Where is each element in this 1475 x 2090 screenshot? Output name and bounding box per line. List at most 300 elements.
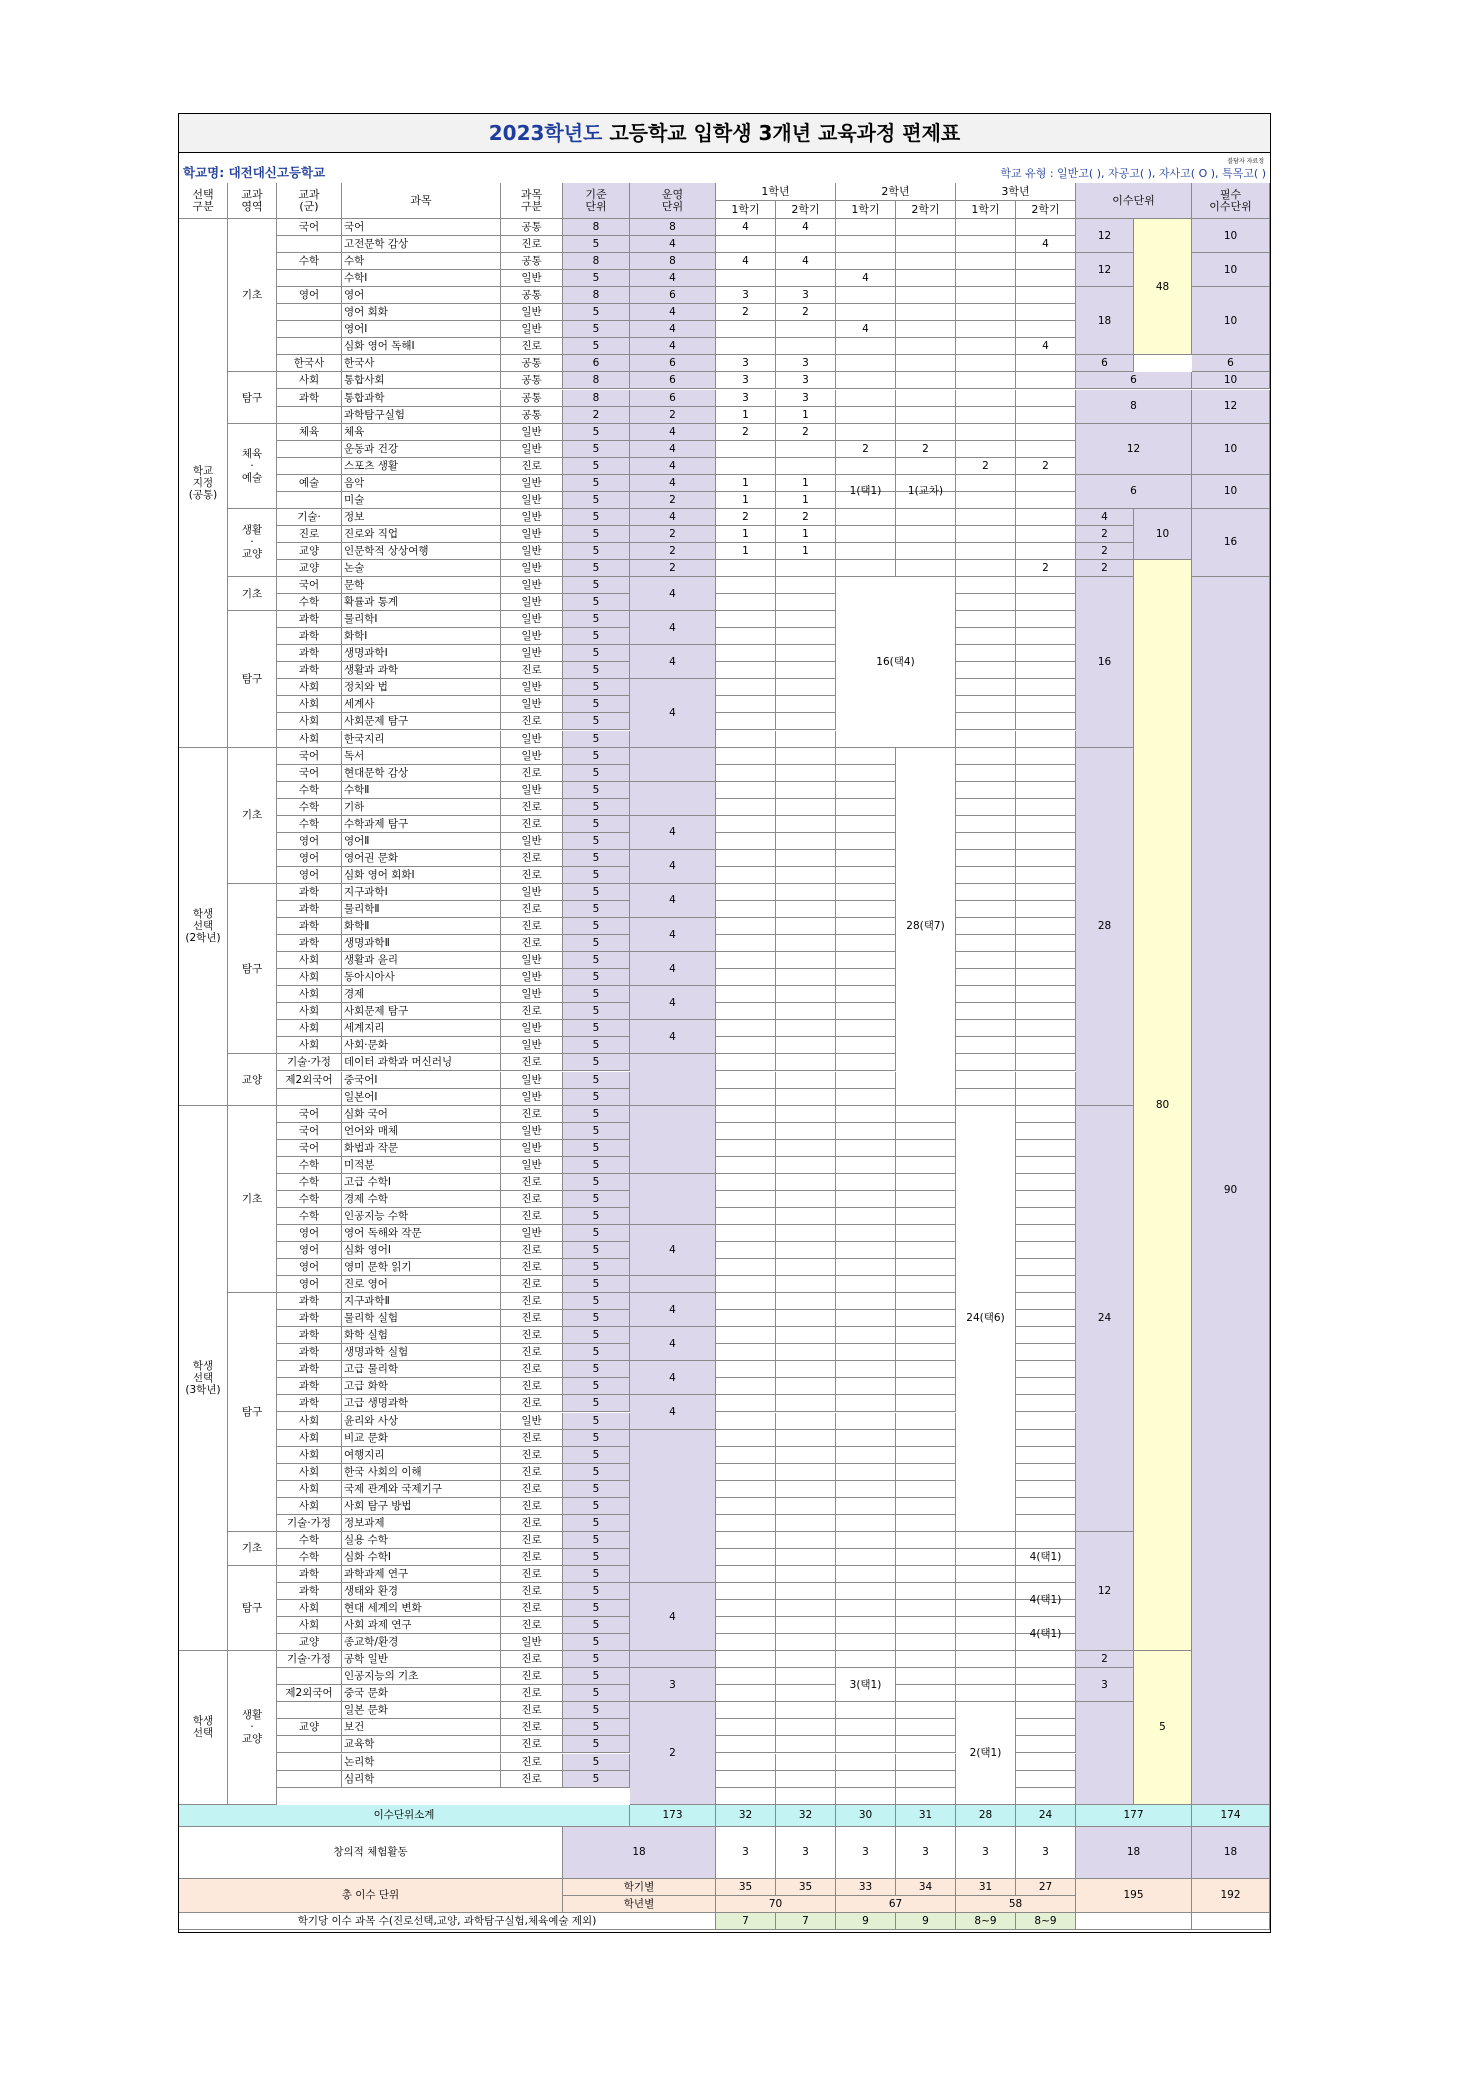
row-sem	[836, 1123, 896, 1140]
row-sem	[1016, 1464, 1076, 1481]
row-group: 사회	[277, 1413, 342, 1430]
row-sem	[836, 901, 896, 918]
row-sem	[836, 1003, 896, 1020]
row-sem	[836, 1464, 896, 1481]
grand-sem: 35	[716, 1879, 776, 1896]
row-sem: 2	[776, 509, 836, 526]
count-sem: 8~9	[1016, 1913, 1076, 1930]
row-group: 영어	[277, 1259, 342, 1276]
row-subject: 정보과제	[342, 1515, 501, 1532]
row-sem	[1016, 986, 1076, 1003]
row-group: 수학	[277, 799, 342, 816]
row-subject: 현대문학 감상	[342, 765, 501, 782]
row-group: 영어	[277, 867, 342, 884]
row-op: 4	[630, 509, 716, 526]
row-base: 5	[563, 782, 630, 799]
credits-total: 48	[1134, 219, 1192, 355]
row-sem	[776, 1685, 836, 1702]
row-sem	[836, 1259, 896, 1276]
row-group	[277, 321, 342, 338]
row-sem	[896, 1549, 956, 1566]
row-op-group: 4	[630, 884, 716, 918]
row-sem	[896, 1242, 956, 1259]
row-kind: 일반	[501, 1037, 563, 1054]
row-group: 한국사	[277, 355, 342, 372]
row-sem	[836, 1293, 896, 1310]
row-sem	[776, 1106, 836, 1123]
row-kind: 일반	[501, 543, 563, 560]
row-sem	[896, 372, 956, 389]
row-sem	[776, 1651, 836, 1668]
field-inquiry: 탐구	[228, 372, 277, 423]
row-kind: 일반	[501, 492, 563, 509]
row-sem	[896, 1498, 956, 1515]
activity-op: 18	[563, 1827, 716, 1879]
row-sem	[1016, 662, 1076, 679]
row-group: 교양	[277, 543, 342, 560]
row-subject: 인공지능 수학	[342, 1208, 501, 1225]
row-subject: 심화 수학Ⅰ	[342, 1549, 501, 1566]
row-kind: 일반	[501, 509, 563, 526]
row-kind: 진로	[501, 1515, 563, 1532]
row-subject: 심화 영어 회화Ⅰ	[342, 867, 501, 884]
row-subject: 사회·문화	[342, 1037, 501, 1054]
row-group: 과학	[277, 390, 342, 407]
row-sem	[716, 441, 776, 458]
field-life: 생활 · 교양	[228, 1651, 277, 1804]
row-sem	[776, 611, 836, 628]
header-kind: 과목 구분	[501, 183, 563, 219]
row-sem	[836, 1072, 896, 1089]
req-cell: 10	[1192, 475, 1270, 509]
row-sem	[896, 253, 956, 270]
row-sem	[776, 1310, 836, 1327]
sel-grade2: 학생 선택 (2학년)	[179, 748, 228, 1106]
row-sem	[836, 884, 896, 901]
title-year: 2023학년도	[488, 121, 603, 145]
row-sem: 3	[716, 372, 776, 389]
row-sem	[776, 1003, 836, 1020]
row-sem	[1016, 1191, 1076, 1208]
row-sem	[836, 1089, 896, 1106]
row-sem	[836, 1327, 896, 1344]
row-subject: 세계사	[342, 696, 501, 713]
row-group	[277, 1736, 342, 1753]
row-group: 사회	[277, 1037, 342, 1054]
row-sem	[1016, 782, 1076, 799]
row-sem: 2	[716, 424, 776, 441]
row-subject: 사회 탐구 방법	[342, 1498, 501, 1515]
row-subject: 비교 문화	[342, 1430, 501, 1447]
row-sem	[836, 526, 896, 543]
count-empty	[1192, 1913, 1270, 1930]
row-sem	[716, 1754, 776, 1771]
row-subject: 고급 수학Ⅰ	[342, 1174, 501, 1191]
row-base: 5	[563, 321, 630, 338]
row-subject: 과학탐구실험	[342, 407, 501, 424]
row-sem	[1016, 918, 1076, 935]
row-base: 5	[563, 1191, 630, 1208]
row-kind: 일반	[501, 969, 563, 986]
row-sem	[836, 833, 896, 850]
row-sem	[776, 1464, 836, 1481]
row-base: 5	[563, 1225, 630, 1242]
row-sem	[836, 935, 896, 952]
row-sem	[776, 1191, 836, 1208]
row-sem	[956, 1072, 1016, 1089]
row-base: 5	[563, 748, 630, 765]
row-kind: 진로	[501, 1327, 563, 1344]
row-sem	[1016, 1378, 1076, 1395]
row-kind: 일반	[501, 628, 563, 645]
row-sem	[956, 1583, 1016, 1600]
row-subject: 생활과 윤리	[342, 952, 501, 969]
row-sem	[776, 1089, 836, 1106]
row-group	[277, 458, 342, 475]
row-subject: 국제 관계와 국제기구	[342, 1481, 501, 1498]
row-kind: 진로	[501, 1719, 563, 1736]
row-sem	[776, 1634, 836, 1651]
row-sem	[896, 1771, 956, 1788]
row-base: 5	[563, 1600, 630, 1617]
row-sem	[776, 1157, 836, 1174]
row-op-group	[630, 1276, 716, 1293]
row-base: 5	[563, 441, 630, 458]
row-op-group	[630, 782, 716, 816]
row-sem	[836, 850, 896, 867]
credits-cell: 12	[1076, 1532, 1134, 1651]
header-field: 교과 영역	[228, 183, 277, 219]
row-group: 과학	[277, 935, 342, 952]
row-subject: 스포츠 생활	[342, 458, 501, 475]
row-base: 5	[563, 1447, 630, 1464]
row-sem	[1016, 833, 1076, 850]
req-cell: 10	[1192, 372, 1270, 389]
row-sem	[1016, 1685, 1076, 1702]
row-group: 과학	[277, 1361, 342, 1378]
row-sem: 2	[716, 509, 776, 526]
row-group: 사회	[277, 1617, 342, 1634]
row-kind: 진로	[501, 1600, 563, 1617]
credits-cell: 3	[1076, 1668, 1134, 1702]
row-sem	[956, 765, 1016, 782]
row-sem	[776, 236, 836, 253]
row-base: 5	[563, 1242, 630, 1259]
row-sem	[956, 390, 1016, 407]
row-subject: 중국어Ⅰ	[342, 1072, 501, 1089]
row-sem	[836, 1413, 896, 1430]
row-sem	[1016, 1702, 1076, 1719]
row-sem	[956, 253, 1016, 270]
row-sem	[1016, 1037, 1076, 1054]
header-group: 교과 (군)	[277, 183, 342, 219]
row-sem	[716, 969, 776, 986]
row-kind: 일반	[501, 594, 563, 611]
row-op-group	[630, 1430, 716, 1583]
row-sem	[1016, 1668, 1076, 1685]
row-sem	[776, 1054, 836, 1071]
row-sem	[836, 1378, 896, 1395]
row-sem	[776, 986, 836, 1003]
row-sem	[1016, 1481, 1076, 1498]
row-sem	[716, 1617, 776, 1634]
field-inquiry: 탐구	[228, 1293, 277, 1532]
row-sem	[836, 952, 896, 969]
row-base: 5	[563, 765, 630, 782]
count-sem: 8~9	[956, 1913, 1016, 1930]
row-group: 사회	[277, 969, 342, 986]
row-sem	[956, 1668, 1016, 1685]
row-subject: 생명과학Ⅰ	[342, 645, 501, 662]
row-kind: 진로	[501, 799, 563, 816]
header-grade1: 1학년	[716, 183, 836, 201]
row-sem: 3	[776, 390, 836, 407]
row-base: 5	[563, 338, 630, 355]
row-group: 수학	[277, 816, 342, 833]
row-subject: 물리학Ⅰ	[342, 611, 501, 628]
row-subject: 종교학/환경	[342, 1634, 501, 1651]
row-sem	[716, 1498, 776, 1515]
row-sem	[836, 1242, 896, 1259]
row-sem	[956, 1532, 1016, 1549]
row-sem	[836, 1719, 896, 1736]
row-sem	[776, 884, 836, 901]
row-sem	[1016, 1054, 1076, 1071]
row-sem	[716, 1566, 776, 1583]
row-kind: 진로	[501, 1736, 563, 1753]
row-kind: 진로	[501, 1481, 563, 1498]
row-subject: 심리학	[342, 1771, 501, 1788]
row-base: 5	[563, 1259, 630, 1276]
activity-req: 18	[1192, 1827, 1270, 1879]
row-base: 5	[563, 1106, 630, 1123]
row-sem	[1016, 321, 1076, 338]
row-sem	[776, 1344, 836, 1361]
row-group: 과학	[277, 628, 342, 645]
row-sem	[836, 219, 896, 236]
row-base: 5	[563, 577, 630, 594]
row-sem	[716, 867, 776, 884]
row-sem	[716, 1361, 776, 1378]
row-base: 5	[563, 1634, 630, 1651]
row-sem	[836, 1736, 896, 1753]
row-sem	[836, 969, 896, 986]
row-base: 5	[563, 713, 630, 730]
row-kind: 일반	[501, 645, 563, 662]
row-base: 5	[563, 884, 630, 901]
activity-sem: 3	[1016, 1827, 1076, 1879]
row-sem	[776, 1395, 836, 1412]
row-group: 사회	[277, 1020, 342, 1037]
row-sem	[956, 1003, 1016, 1020]
row-subject: 생활과 과학	[342, 662, 501, 679]
row-kind: 공통	[501, 390, 563, 407]
row-op-group: 2	[630, 1702, 716, 1804]
row-op: 4	[630, 270, 716, 287]
credits-cell: 28	[1076, 748, 1134, 1106]
row-group: 국어	[277, 1140, 342, 1157]
row-kind: 진로	[501, 1532, 563, 1549]
row-sem	[1016, 270, 1076, 287]
row-kind: 공통	[501, 407, 563, 424]
row-sem	[776, 1532, 836, 1549]
row-sem	[836, 1020, 896, 1037]
row-kind: 일반	[501, 321, 563, 338]
row-sem	[956, 645, 1016, 662]
row-sem: 3	[716, 355, 776, 372]
row-kind: 일반	[501, 526, 563, 543]
credits-cell: 8	[1076, 390, 1192, 424]
row-sem	[896, 1293, 956, 1310]
header-base: 기준 단위	[563, 183, 630, 219]
row-sem	[776, 1174, 836, 1191]
row-sem: 4	[776, 253, 836, 270]
row-sem	[776, 1430, 836, 1447]
row-sem: 3	[776, 355, 836, 372]
row-sem	[896, 1651, 956, 1668]
total-req: 174	[1192, 1805, 1270, 1827]
row-kind: 진로	[501, 1293, 563, 1310]
row-op: 4	[630, 475, 716, 492]
row-sem	[776, 969, 836, 986]
row-group: 수학	[277, 253, 342, 270]
row-sem	[896, 1702, 956, 1719]
row-sem	[716, 1685, 776, 1702]
row-subject: 윤리와 사상	[342, 1413, 501, 1430]
row-subject: 보건	[342, 1719, 501, 1736]
row-base: 5	[563, 833, 630, 850]
credits-cell: 12	[1076, 424, 1192, 475]
row-group: 영어	[277, 833, 342, 850]
row-subject: 논리학	[342, 1754, 501, 1771]
row-base: 8	[563, 287, 630, 304]
row-sem	[956, 1634, 1016, 1651]
row-base: 5	[563, 1208, 630, 1225]
row-sem	[1016, 679, 1076, 696]
row-group: 국어	[277, 765, 342, 782]
row-sem	[1016, 1123, 1076, 1140]
row-sem	[896, 1413, 956, 1430]
row-subject: 데이터 과학과 머신러닝	[342, 1054, 501, 1071]
year-label: 학년별	[563, 1896, 716, 1913]
row-sem	[716, 236, 776, 253]
row-sem	[776, 1719, 836, 1736]
row-sem	[1016, 287, 1076, 304]
row-sem	[836, 1634, 896, 1651]
row-sem	[716, 1549, 776, 1566]
stamp: 블담자 자료정	[1227, 158, 1264, 165]
row-base: 5	[563, 662, 630, 679]
field-basic: 기초	[228, 748, 277, 884]
row-sem	[776, 1208, 836, 1225]
row-subject: 교육학	[342, 1736, 501, 1753]
row-kind: 진로	[501, 1242, 563, 1259]
row-sem	[836, 1430, 896, 1447]
row-sem	[776, 1447, 836, 1464]
grand-sem: 35	[776, 1879, 836, 1896]
row-sem	[1016, 407, 1076, 424]
row-subject: 사회문제 탐구	[342, 1003, 501, 1020]
row-group: 사회	[277, 986, 342, 1003]
row-sem	[776, 679, 836, 696]
row-subject: 심화 국어	[342, 1106, 501, 1123]
row-kind: 일반	[501, 679, 563, 696]
row-sem	[716, 816, 776, 833]
row-sem	[896, 543, 956, 560]
row-sem	[1016, 1293, 1076, 1310]
row-sem	[956, 952, 1016, 969]
row-sem	[776, 1549, 836, 1566]
row-subject: 인문학적 상상여행	[342, 543, 501, 560]
row-sem	[716, 935, 776, 952]
credits-cell: 6	[1076, 355, 1134, 372]
count-sem: 9	[896, 1913, 956, 1930]
y2-tag: 1(택1)	[836, 475, 896, 509]
row-sem	[716, 1668, 776, 1685]
row-sem	[956, 509, 1016, 526]
row-sem	[716, 1242, 776, 1259]
row-sem	[896, 1310, 956, 1327]
row-op-group: 4	[630, 1583, 716, 1651]
field-basic: 기초	[228, 219, 277, 372]
row-subject: 경제 수학	[342, 1191, 501, 1208]
row-kind: 진로	[501, 1191, 563, 1208]
row-sem	[716, 1634, 776, 1651]
field-life: 생활 · 교양	[228, 509, 277, 577]
row-sem	[1016, 1259, 1076, 1276]
row-group: 사회	[277, 1481, 342, 1498]
row-sem	[1016, 713, 1076, 730]
row-sem	[896, 219, 956, 236]
row-op: 4	[630, 424, 716, 441]
row-sem	[776, 918, 836, 935]
row-sem: 1	[716, 543, 776, 560]
row-base: 5	[563, 918, 630, 935]
row-op: 6	[630, 390, 716, 407]
row-sem	[1016, 390, 1076, 407]
row-op-group: 4	[630, 1327, 716, 1361]
req-cell: 10	[1192, 287, 1270, 355]
row-sem	[1016, 1072, 1076, 1089]
row-subject: 영어	[342, 287, 501, 304]
count-empty	[1076, 1913, 1192, 1930]
row-kind: 진로	[501, 850, 563, 867]
row-sem	[836, 407, 896, 424]
row-base: 5	[563, 1174, 630, 1191]
row-sem	[896, 1566, 956, 1583]
row-op-group: 4	[630, 611, 716, 645]
req-cell: 10	[1192, 219, 1270, 253]
row-base: 5	[563, 526, 630, 543]
row-base: 5	[563, 560, 630, 577]
row-base: 5	[563, 1702, 630, 1719]
row-group: 기술·가정	[277, 1515, 342, 1532]
row-sem	[896, 1378, 956, 1395]
row-sem	[956, 918, 1016, 935]
row-sem	[896, 1140, 956, 1157]
total-sem: 32	[716, 1805, 776, 1827]
row-base: 5	[563, 1037, 630, 1054]
row-sem	[776, 1617, 836, 1634]
row-kind: 일반	[501, 1072, 563, 1089]
row-sem	[1016, 645, 1076, 662]
row-kind: 진로	[501, 1685, 563, 1702]
row-sem	[1016, 799, 1076, 816]
row-sem	[1016, 543, 1076, 560]
row-subject: 화학Ⅰ	[342, 628, 501, 645]
page-title	[179, 114, 1270, 153]
row-group: 영어	[277, 1242, 342, 1259]
